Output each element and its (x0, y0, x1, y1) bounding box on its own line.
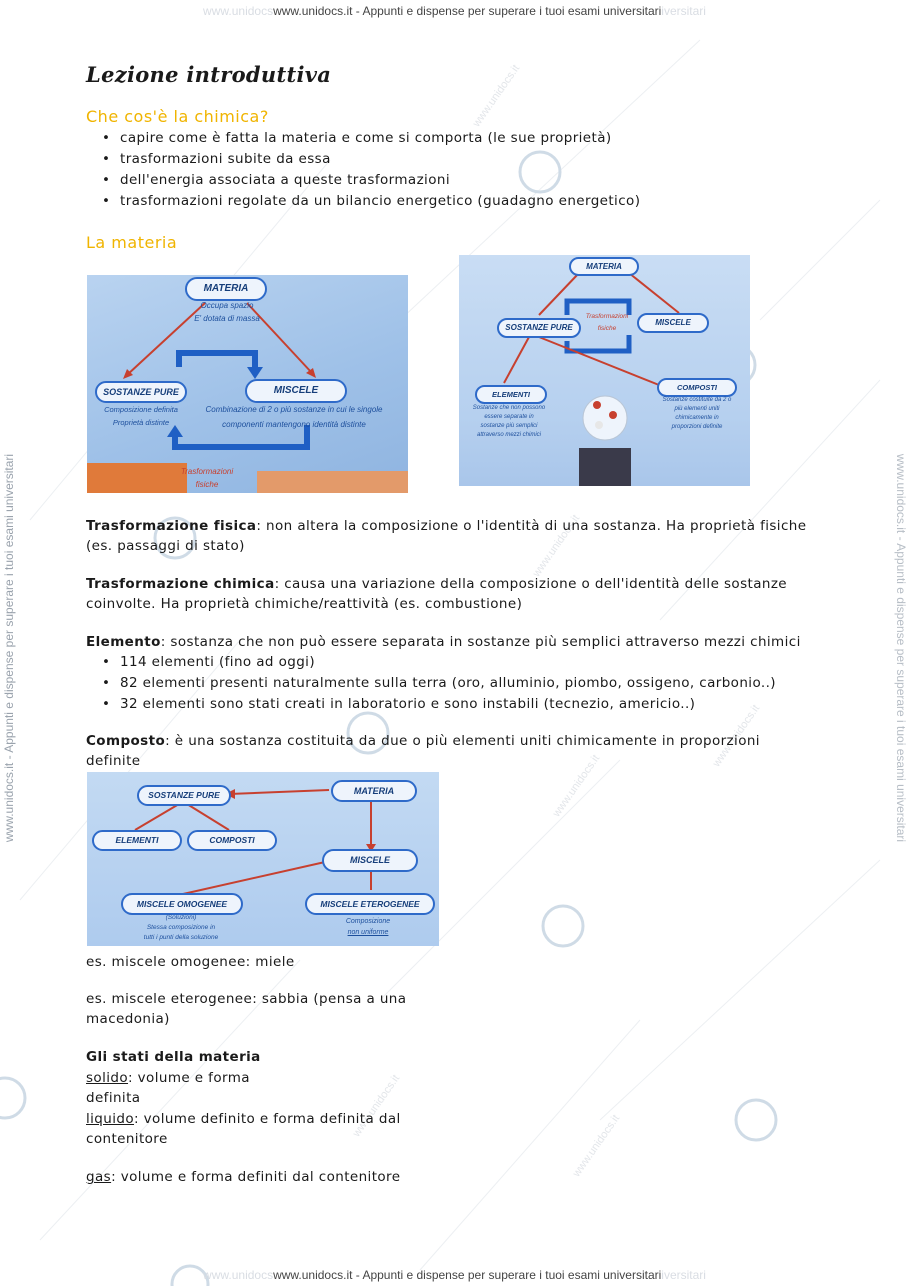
caption: Proprietà distinte (112, 418, 170, 427)
node-miscele: MISCELE (245, 379, 347, 403)
node-miscele-eterogenee: MISCELE ETEROGENEE (305, 893, 435, 915)
definition-composto: Composto: è una sostanza costituita da due o più elementi uniti chimicamente in proporzioni definite (86, 733, 760, 769)
node-sostanze-pure: SOSTANZE PURE (95, 381, 187, 403)
section-heading: Che cos'è la chimica? (86, 107, 269, 126)
term: solido (86, 1070, 129, 1086)
caption: (Soluzioni) (165, 914, 197, 921)
watermark: www.unidocs.it (350, 1072, 403, 1140)
watermark: www.unidocs.it (570, 1112, 623, 1180)
node-composti: COMPOSTI (187, 830, 277, 851)
caption: fisiche (195, 480, 219, 489)
caption: chimicamente in (675, 415, 719, 421)
side-watermark-right: www.unidocs.it - Appunti e dispense per superare i tuoi esami universitari (894, 453, 908, 843)
state-solido: solido: volume e forma definita (86, 1070, 250, 1106)
caption: Trasformazioni (585, 313, 629, 320)
watermark: www.unidocs.it (530, 512, 583, 580)
caption: Trasformazioni (180, 467, 234, 476)
caption: Sostanze costituite da 2 o (662, 397, 732, 403)
page-footer: www.unidocswww.unidocs.it - Appunti e dispense per superare i tuoi esami universitariiversitari (203, 1268, 706, 1282)
watermark: www.unidocs.it (470, 62, 523, 130)
term: Elemento (86, 634, 161, 650)
definition-elemento: Elemento: sostanza che non può essere separata in sostanze più semplici attraverso mezzi chimici (86, 634, 801, 650)
node-composti: COMPOSTI (657, 378, 737, 397)
list-item: • 82 elementi presenti naturalmente sulla terra (oro, alluminio, piombo, ossigeno, carbonio..) (100, 673, 776, 694)
node-miscele: MISCELE (637, 313, 709, 333)
node-elementi: ELEMENTI (92, 830, 182, 851)
caption: componenti mantengono identità distinte (222, 420, 366, 429)
page-header: www.unidocswww.unidocs.it - Appunti e dispense per superare i tuoi esami universitariiversitari (203, 4, 706, 18)
example-omogenee: es. miscele omogenee: miele (86, 954, 295, 970)
caption: non uniforme (347, 929, 389, 936)
state-liquido: liquido: volume definito e forma definita dal contenitore (86, 1111, 401, 1147)
caption: tutti i punti della soluzione (143, 934, 219, 941)
side-watermark-left: www.unidocs.it - Appunti e dispense per superare i tuoi esami universitari (2, 453, 16, 843)
node-materia: MATERIA (185, 277, 267, 301)
term: liquido (86, 1111, 135, 1127)
node-miscele-omogenee: MISCELE OMOGENEE (121, 893, 243, 915)
caption: Occupa spazio (200, 301, 254, 310)
caption: sostanze più semplici (480, 423, 538, 429)
states-heading: Gli stati della materia (86, 1049, 261, 1065)
caption: Composizione (345, 918, 391, 925)
section-heading: La materia (86, 233, 178, 252)
caption: attraverso mezzi chimici (476, 432, 541, 438)
term: gas (86, 1169, 112, 1185)
caption: Stessa composizione in (146, 924, 216, 931)
footer-text: www.unidocs.it - Appunti e dispense per superare i tuoi esami universitari (273, 1268, 662, 1282)
term: Trasformazione fisica (86, 518, 257, 534)
node-sostanze-pure: SOSTANZE PURE (497, 318, 581, 338)
caption: Sostanze che non possono (472, 405, 546, 411)
list-item: • trasformazioni subite da essa (100, 149, 640, 170)
node-sostanze-pure: SOSTANZE PURE (137, 785, 231, 806)
diagram-photo-miscele (87, 772, 439, 946)
list-item: • capire come è fatta la materia e come si comporta (le sue proprietà) (100, 128, 640, 149)
bullet-list (100, 128, 640, 212)
page-title: Lezione introduttiva (86, 62, 332, 87)
caption: Combinazione di 2 o più sostanze in cui le singole (205, 405, 383, 414)
list-item: • dell'energia associata a queste trasformazioni (100, 170, 640, 191)
definition-trasformazione-fisica: Trasformazione fisica: non altera la composizione o l'identità di una sostanza. Ha proprietà fisiche (es. passaggi di stato) (86, 518, 807, 554)
watermark: www.unidocs.it (550, 752, 603, 820)
watermark: www.unidocs.it (710, 702, 763, 770)
term: Trasformazione chimica (86, 576, 275, 592)
caption: fisiche (597, 325, 617, 332)
node-materia: MATERIA (331, 780, 417, 802)
definition-trasformazione-chimica: Trasformazione chimica: causa una variazione della composizione o dell'identità delle sostanze coinvolte. Ha proprietà chimiche/reattività (es. combustione) (86, 576, 788, 612)
example-eterogenee: es. miscele eterogenee: sabbia (pensa a una macedonia) (86, 991, 407, 1027)
caption: Composizione definita (104, 405, 178, 414)
list-item: • trasformazioni regolate da un bilancio energetico (guadagno energetico) (100, 191, 640, 212)
caption: più elementi uniti (674, 406, 720, 412)
diagram-photo-materia (87, 275, 408, 493)
bullet-list (100, 652, 776, 715)
header-text: www.unidocs.it - Appunti e dispense per superare i tuoi esami universitari (273, 4, 662, 18)
caption: proporzioni definite (671, 424, 723, 430)
list-item: • 114 elementi (fino ad oggi) (100, 652, 776, 673)
list-item: • 32 elementi sono stati creati in laboratorio e sono instabili (tecnezio, americio..) (100, 694, 776, 715)
node-elementi: ELEMENTI (475, 385, 547, 404)
node-miscele: MISCELE (322, 849, 418, 872)
term: Composto (86, 733, 166, 749)
state-gas: gas: volume e forma definiti dal contenitore (86, 1169, 401, 1185)
diagram-photo-sostanze (459, 255, 750, 486)
node-materia: MATERIA (569, 257, 639, 276)
caption: essere separate in (484, 414, 534, 420)
caption: E' dotata di massa (194, 314, 260, 323)
